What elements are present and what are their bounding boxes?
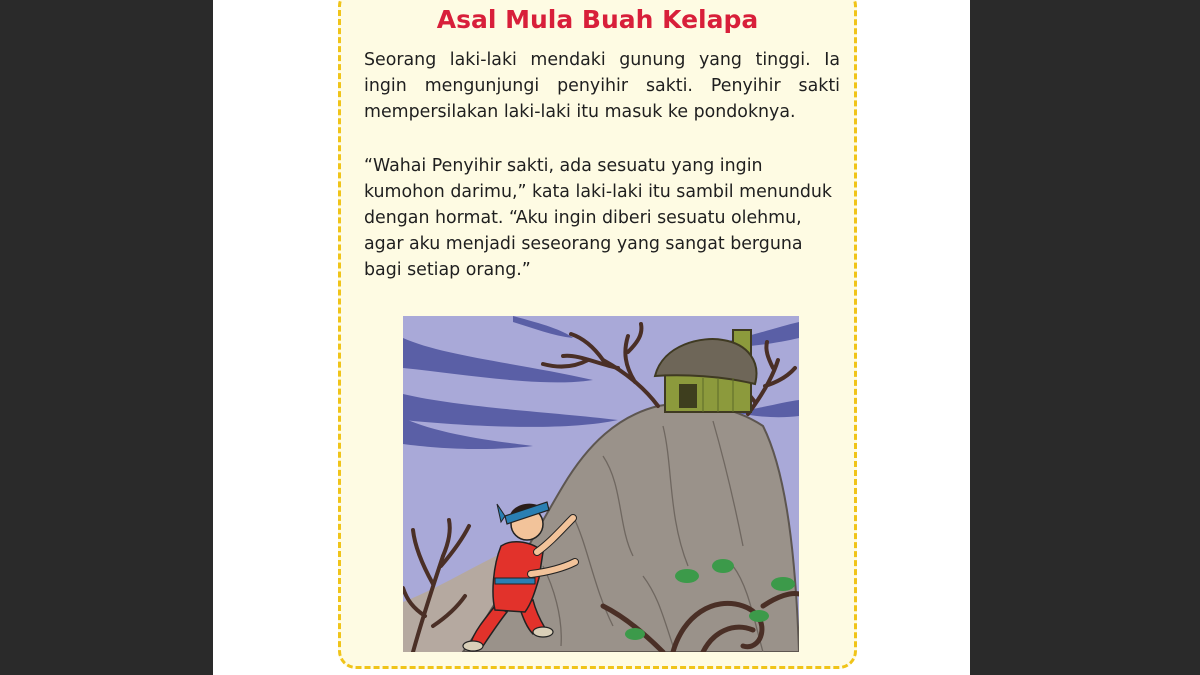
- story-paragraph-1: Seorang laki-laki mendaki gunung yang tinggi. Ia ingin mengunjungi penyihir sakti. Penyihir sakti mempersilakan laki-laki itu masuk ke pondoknya.: [364, 50, 840, 122]
- story-card: [338, 0, 857, 669]
- story-title: Asal Mula Buah Kelapa: [436, 5, 759, 34]
- page: [213, 0, 970, 675]
- story-paragraph-2: “Wahai Penyihir sakti, ada sesuatu yang ingin kumohon darimu,” kata laki-laki itu sambil menunduk dengan hormat. “Aku ingin diberi sesuatu olehmu, agar aku menjadi seseorang yang sangat berguna bagi setiap orang.”: [364, 156, 832, 280]
- mountain-climber-illustration: [403, 316, 799, 652]
